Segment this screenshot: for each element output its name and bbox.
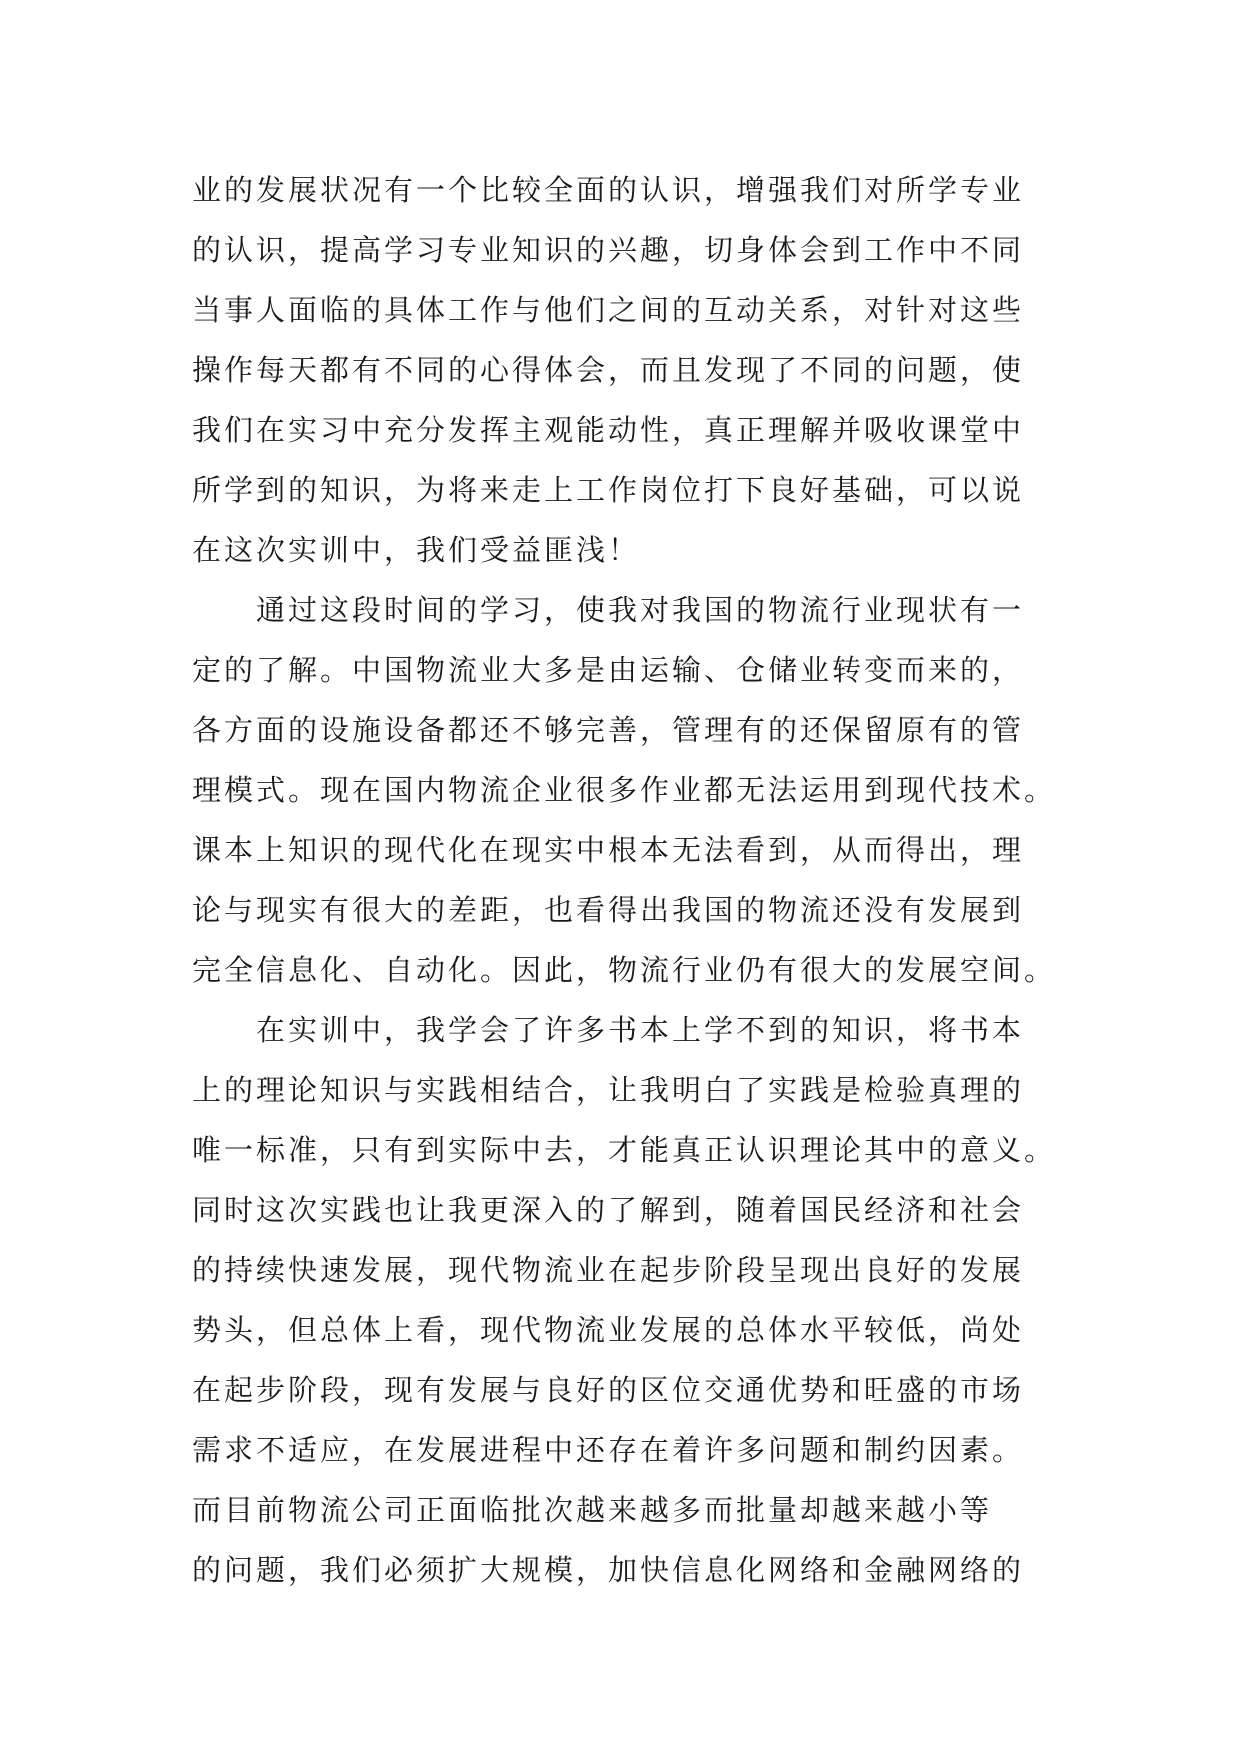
text-line: 的持续快速发展，现代物流业在起步阶段呈现出良好的发展: [192, 1253, 1025, 1287]
paragraph-3: [192, 1000, 1072, 1600]
text-line: 唯一标准，只有到实际中去，才能真正认识理论其中的意义。: [192, 1133, 1057, 1167]
text-line: 我们在实习中充分发挥主观能动性，真正理解并吸收课堂中: [192, 413, 1025, 447]
text-line: 完全信息化、自动化。因此，物流行业仍有很大的发展空间。: [192, 953, 1057, 987]
text-line: 同时这次实践也让我更深入的了解到，随着国民经济和社会: [192, 1193, 1025, 1227]
text-line: 理模式。现在国内物流企业很多作业都无法运用到现代技术。: [192, 773, 1057, 807]
text-line: 的认识，提高学习专业知识的兴趣，切身体会到工作中不同: [192, 233, 1025, 267]
body-text: [192, 160, 1072, 1600]
text-line: 需求不适应，在发展进程中还存在着许多问题和制约因素。: [192, 1433, 1025, 1467]
text-line: 所学到的知识，为将来走上工作岗位打下良好基础，可以说: [192, 473, 1025, 507]
text-line: 的问题，我们必须扩大规模，加快信息化网络和金融网络的: [192, 1553, 1025, 1587]
text-line: 业的发展状况有一个比较全面的认识，增强我们对所学专业: [192, 173, 1025, 207]
text-line: 上的理论知识与实践相结合，让我明白了实践是检验真理的: [192, 1073, 1025, 1107]
text-line: 在起步阶段，现有发展与良好的区位交通优势和旺盛的市场: [192, 1373, 1025, 1407]
text-line: 各方面的设施设备都还不够完善，管理有的还保留原有的管: [192, 713, 1025, 747]
paragraph-1: [192, 160, 1072, 580]
text-line: 课本上知识的现代化在现实中根本无法看到，从而得出，理: [192, 833, 1025, 867]
text-line: 操作每天都有不同的心得体会，而且发现了不同的问题，使: [192, 353, 1025, 387]
text-line: 定的了解。中国物流业大多是由运输、仓储业转变而来的，: [192, 653, 1025, 687]
text-line: 论与现实有很大的差距，也看得出我国的物流还没有发展到: [192, 893, 1025, 927]
text-line: 在实训中，我学会了许多书本上学不到的知识，将书本: [256, 1013, 1025, 1047]
text-line: 势头，但总体上看，现代物流业发展的总体水平较低，尚处: [192, 1313, 1025, 1347]
text-line: 而目前物流公司正面临批次越来越多而批量却越来越小等: [192, 1493, 993, 1527]
text-line: 当事人面临的具体工作与他们之间的互动关系，对针对这些: [192, 293, 1025, 327]
text-line: 通过这段时间的学习，使我对我国的物流行业现状有一: [256, 593, 1025, 627]
paragraph-2: [192, 580, 1072, 1000]
text-line: 在这次实训中，我们受益匪浅！: [192, 533, 641, 567]
